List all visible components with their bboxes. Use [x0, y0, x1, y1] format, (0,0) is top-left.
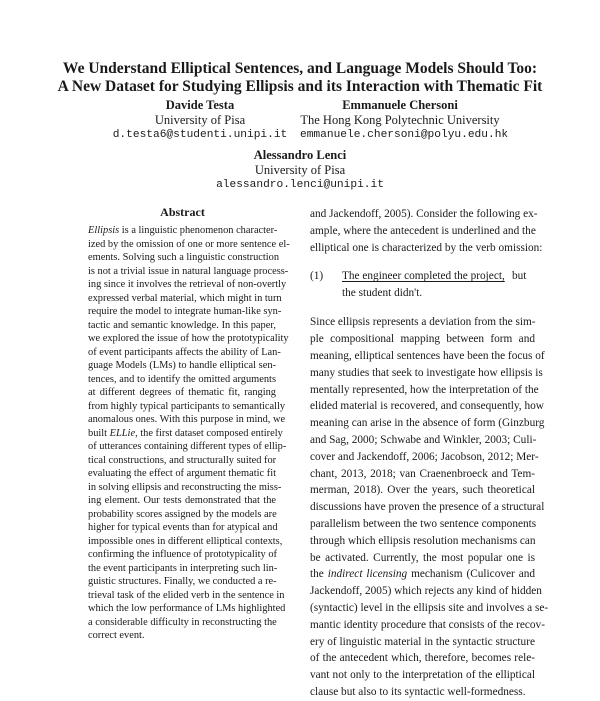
- intro-text: [310, 206, 543, 256]
- abstract-line: trieval task of the elided verb in the sentence in: [88, 589, 285, 601]
- author-name: Alessandro Lenci: [253, 148, 347, 162]
- example-number: (1): [310, 270, 324, 283]
- abstract-line: expressed verbal material, which might in turn: [88, 292, 282, 304]
- paper-title: [20, 60, 580, 96]
- abstract-line: ing since it involves the retrieval of non-overtly: [88, 279, 287, 290]
- body-line: merman, 2018). Over the years, such theoretical: [310, 484, 535, 497]
- abstract-line: evaluating the effect of argument thematic fit: [88, 468, 276, 479]
- abstract-line: the event participants in interpreting such lin-: [88, 562, 278, 574]
- abstract-body: [88, 224, 290, 643]
- body-line: discussions have proven the presence of a structural: [310, 501, 545, 514]
- abstract-line: require the model to integrate human-like syn-: [88, 306, 282, 317]
- intro-line: elliptical one is characterized by the verb omission:: [310, 241, 543, 254]
- abstract-line: ized by the omission of one or more sentence el-: [88, 238, 290, 250]
- intro-line: ample, where the antecedent is underlined and the: [310, 224, 536, 237]
- abstract-line: in solving ellipsis and reconstructing the miss-: [88, 481, 282, 493]
- abstract-line: we explored the issue of how the prototypicality: [88, 333, 289, 344]
- body-line: Jackendoff, 2005) which rejects any kind of hidden: [310, 585, 542, 598]
- author-email: d.testa6@studenti.unipi.it: [112, 129, 288, 141]
- author-affiliation: University of Pisa: [154, 113, 246, 127]
- example-conjunction: but: [512, 270, 527, 283]
- author-email: alessandro.lenci@unipi.it: [216, 179, 384, 191]
- author-block-3: [200, 148, 400, 193]
- abstract-line: tences, and to identify the omitted arguments: [88, 373, 276, 385]
- abstract-line: higher for typical events than for atypical and: [88, 522, 278, 533]
- body-line: through which ellipsis resolution mechanisms can: [310, 534, 536, 547]
- author-affiliation: University of Pisa: [254, 163, 346, 177]
- abstract-line: of event participants affects the ability of Lan-: [88, 346, 281, 358]
- body-text: [310, 314, 549, 700]
- abstract-line: of utterances containing different types of ellip-: [88, 441, 287, 452]
- right-column: [310, 206, 549, 701]
- intro-line: and Jackendoff, 2005). Consider the following ex-: [310, 208, 538, 220]
- abstract-line: anomalous ones. With this purpose in mind, we: [88, 414, 286, 425]
- body-line: meaning, elliptical sentences have been the focus of: [310, 349, 545, 362]
- abstract-line: tactic and semantic knowledge. In this paper,: [88, 319, 276, 331]
- body-line: and Sag, 2000; Schwabe and Winkler, 2003; Culi-: [310, 433, 537, 446]
- abstract-line: correct event.: [88, 630, 145, 641]
- abstract-heading: Abstract: [160, 205, 205, 219]
- abstract-line: which the low performance of LMs highlighted: [88, 603, 286, 614]
- abstract-line: probability scores assigned by the models are: [88, 508, 277, 520]
- body-line: mantic identity procedure that consists of the recov-: [310, 618, 545, 631]
- body-line: Since ellipsis represents a deviation from the sim-: [310, 316, 536, 329]
- body-line: many studies that seek to investigate how ellipsis is: [310, 366, 543, 379]
- body-line: ple compositional mapping between form and: [310, 333, 535, 346]
- body-line: elided material is recovered, and consequently, how: [310, 400, 544, 413]
- abstract-line: guage Models (LMs) to handle elliptical sen-: [88, 360, 276, 371]
- body-line: (syntactic) level in the ellipsis site and involves a se-: [310, 601, 549, 614]
- body-line: clause but also to its syntactic well-formedness.: [310, 685, 526, 698]
- abstract-line: at different degrees of thematic fit, ranging: [88, 387, 276, 398]
- body-line: parallelism between the two sentence components: [310, 517, 537, 530]
- abstract-line: ements. Solving such a linguistic construction: [88, 252, 280, 263]
- body-line: of the antecedent which, therefore, becomes rele-: [310, 652, 535, 665]
- author-name: Davide Testa: [165, 98, 235, 112]
- author-name: Emmanuele Chersoni: [342, 98, 458, 112]
- example-antecedent: The engineer completed the project,: [342, 270, 505, 283]
- body-line: cover and Jackendoff, 2006; Jacobson, 2012; Mer-: [310, 450, 539, 463]
- author-affiliation: The Hong Kong Polytechnic University: [300, 113, 500, 127]
- body-line: the indirect licensing mechanism (Culicover and: [310, 568, 536, 581]
- title-line-2: A New Dataset for Studying Ellipsis and its Interaction with Thematic Fit: [57, 78, 543, 95]
- example-elliptical-clause: the student didn't.: [342, 287, 423, 300]
- title-line-1: We Understand Elliptical Sentences, and Language Models Should Too:: [62, 60, 538, 77]
- author-email: emmanuele.chersoni@polyu.edu.hk: [300, 129, 509, 141]
- abstract-line: from highly typical participants to semantically: [88, 400, 286, 412]
- abstract-line: ing element. Our tests demonstrated that the: [88, 495, 276, 506]
- body-line: mentally represented, how the interpretation of the: [310, 383, 539, 396]
- abstract-line: tical constructions, and structurally suited for: [88, 454, 277, 466]
- abstract-line: a considerable difficulty in reconstructing the: [88, 616, 277, 628]
- abstract-line: confirming the influence of prototypicality of: [88, 549, 277, 560]
- author-block-1: [100, 98, 300, 143]
- abstract-line: built ELLie, the first dataset composed entirely: [88, 427, 283, 439]
- body-line: meaning can arise in the absence of form (Ginzburg: [310, 417, 545, 430]
- abstract-line: impossible ones in different elliptical contexts,: [88, 535, 283, 547]
- abstract-line: is not a trivial issue in natural language process-: [88, 265, 289, 277]
- author-block-2: [300, 98, 509, 143]
- abstract-line: guistic structures. Finally, we conducted a re-: [88, 576, 277, 587]
- body-line: be activated. Currently, the most popular one is: [310, 551, 535, 564]
- body-line: vant not only to the interpretation of the elliptical: [310, 669, 535, 682]
- example-sentence: [310, 268, 535, 302]
- body-line: chant, 2013, 2018; van Craenenbroeck and Tem-: [310, 467, 535, 480]
- abstract-line: Ellipsis is a linguistic phenomenon character-: [88, 225, 278, 236]
- body-line: ery of linguistic material in the syntactic structure: [310, 635, 535, 648]
